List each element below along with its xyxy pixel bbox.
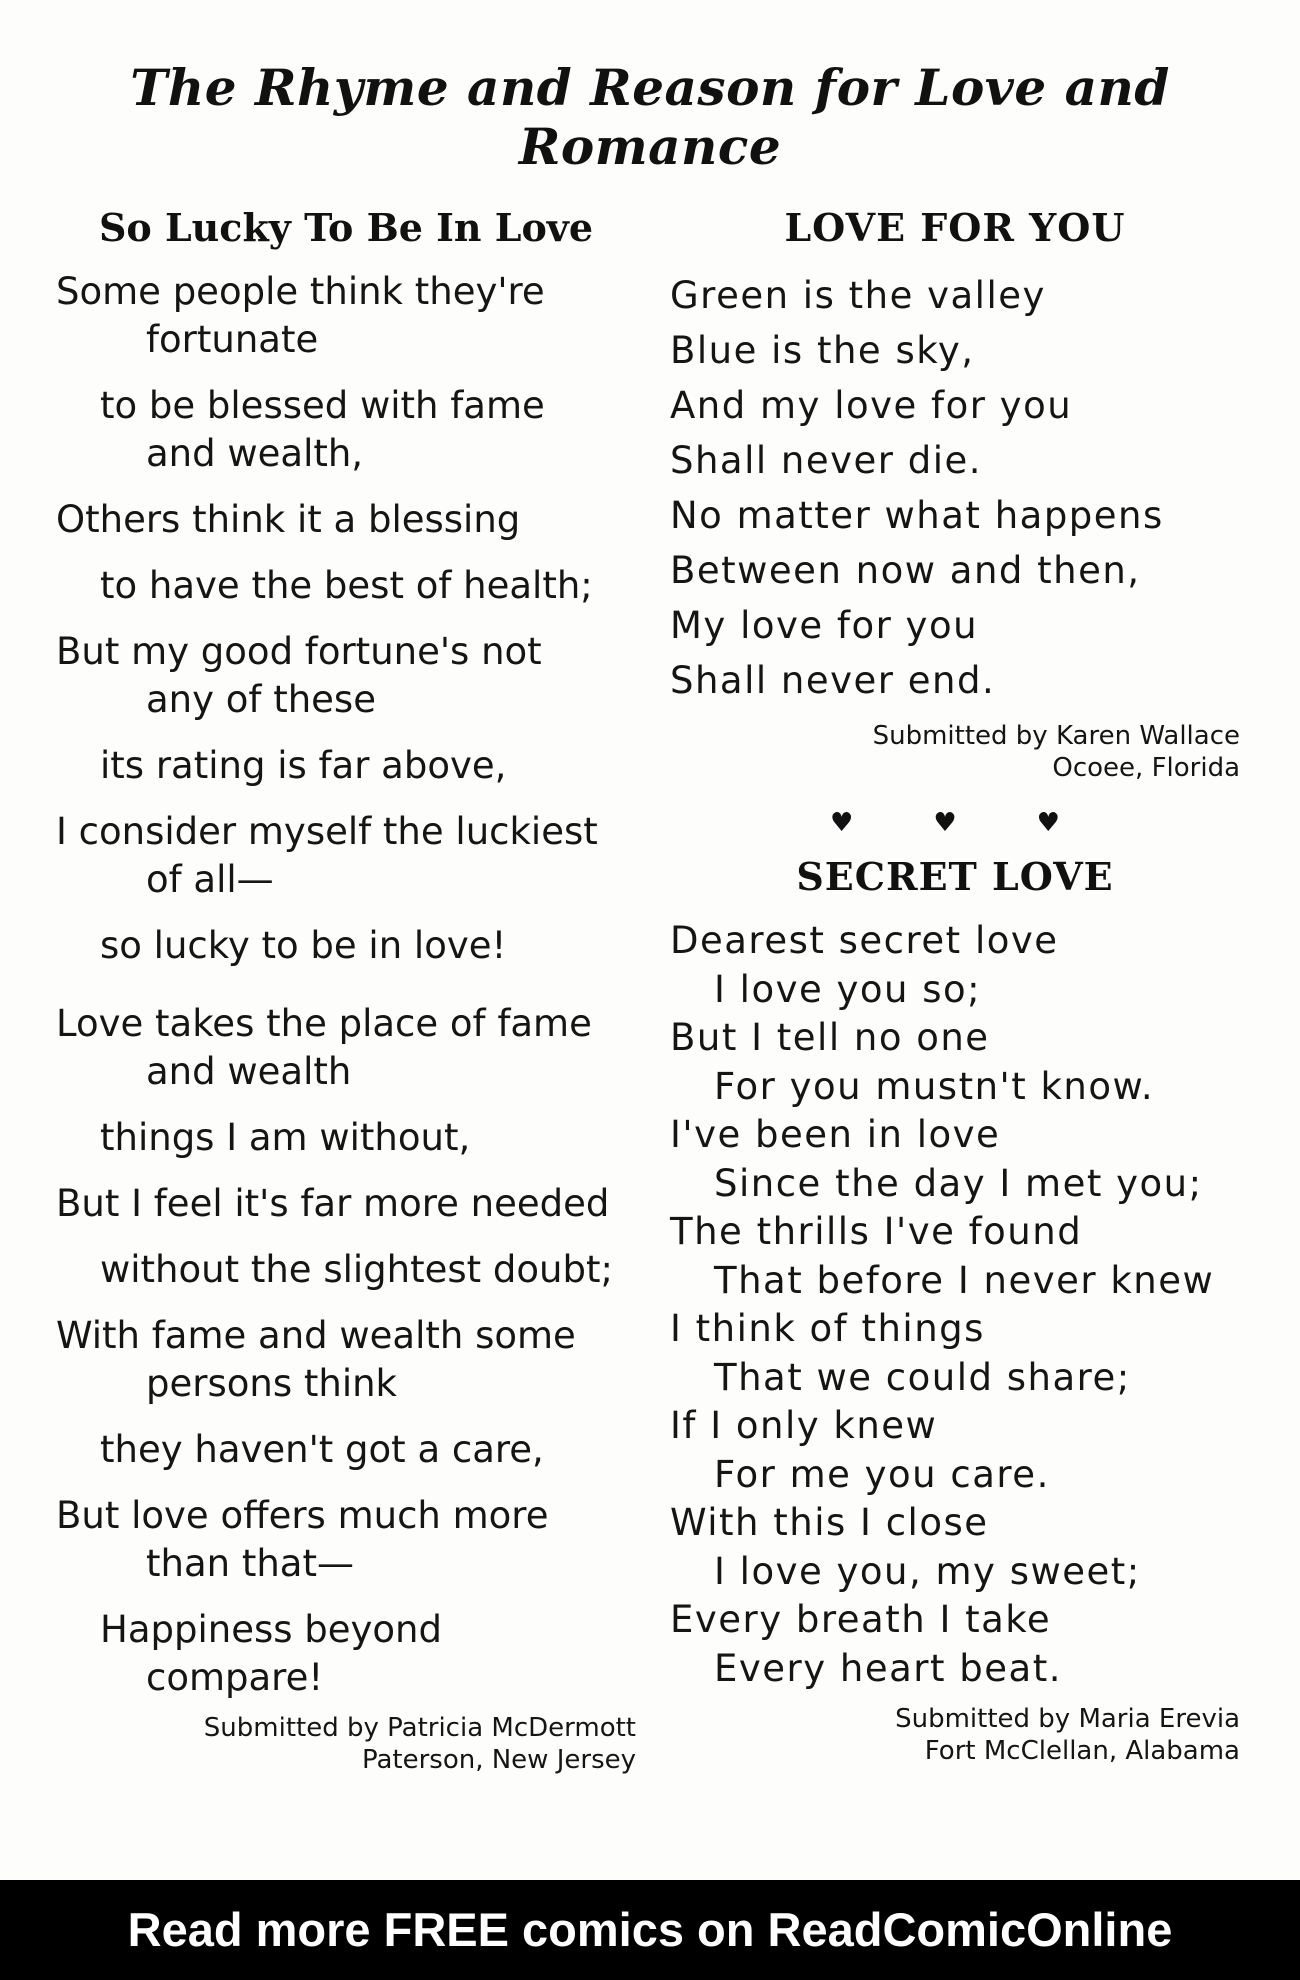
poem-line: I consider myself the luckiest of all—	[56, 810, 598, 901]
poem-line: That we could share;	[714, 1355, 1131, 1399]
poem-line: Dearest secret love	[670, 919, 1059, 962]
poem-line: so lucky to be in love!	[100, 924, 507, 967]
poem-line: And my love for you	[670, 384, 1073, 427]
poem-line: Since the day I met you;	[714, 1161, 1203, 1205]
poem-title-secret-love: SECRET LOVE	[796, 854, 1114, 899]
credit-author: Submitted by Patricia McDermott	[203, 1713, 636, 1743]
poem-line: But I tell no one	[670, 1016, 990, 1059]
poem-line: I love you so;	[714, 967, 982, 1011]
poem-line: No matter what happens	[670, 494, 1164, 537]
poem-line: Every breath I take	[670, 1598, 1052, 1641]
right-column	[670, 205, 1240, 1767]
poem-love-for-you	[670, 205, 1240, 784]
poem-line: Happiness beyond compare!	[100, 1608, 442, 1699]
poem-line: Some people think they're fortunate	[56, 270, 545, 361]
poem-line: But I feel it's far more needed	[56, 1182, 610, 1225]
poem-line: But my good fortune's not any of these	[56, 630, 542, 721]
poem-line: to have the best of health;	[100, 564, 593, 607]
poem-line: With fame and wealth some persons think	[56, 1314, 576, 1405]
credit-location: Fort McClellan, Alabama	[924, 1736, 1240, 1766]
poem-line: Every heart beat.	[714, 1646, 1062, 1690]
poem-line: Green is the valley	[670, 274, 1046, 317]
poem-line: For me you care.	[714, 1452, 1050, 1496]
credit-author: Submitted by Karen Wallace	[872, 721, 1240, 751]
page-title: The Rhyme and Reason for Love and Romance	[130, 58, 1170, 176]
poem-credit	[670, 1703, 1240, 1767]
poem-line: But love offers much more than that—	[56, 1494, 549, 1585]
poem-line: For you mustn't know.	[714, 1064, 1155, 1108]
poem-line: My love for you	[670, 604, 979, 647]
poem-title-love-for-you: LOVE FOR YOU	[784, 205, 1126, 250]
poem-line: without the slightest doubt;	[100, 1248, 613, 1291]
poem-title-so-lucky: So Lucky To Be In Love	[98, 205, 594, 250]
poem-line: Shall never end.	[670, 659, 996, 702]
poem-line: Blue is the sky,	[670, 329, 975, 372]
poem-line: they haven't got a care,	[100, 1428, 544, 1471]
poem-line: Shall never die.	[670, 439, 983, 482]
poem-so-lucky	[56, 205, 636, 1776]
poem-credit	[670, 720, 1240, 784]
poem-line: things I am without,	[100, 1116, 471, 1159]
poem-secret-love	[670, 854, 1240, 1767]
footer-banner: Read more FREE comics on ReadComicOnline	[0, 1880, 1300, 1980]
poem-line: I love you, my sweet;	[714, 1549, 1141, 1593]
credit-location: Ocoee, Florida	[1052, 753, 1240, 783]
poem-line: With this I close	[670, 1501, 989, 1544]
poem-line: Love takes the place of fame and wealth	[56, 1002, 592, 1093]
heart-divider-icon: ♥♥♥	[830, 808, 1140, 838]
poem-line: I've been in love	[670, 1113, 1001, 1156]
poem-line: Others think it a blessing	[56, 498, 521, 541]
credit-author: Submitted by Maria Erevia	[895, 1704, 1240, 1734]
credit-location: Paterson, New Jersey	[361, 1745, 636, 1775]
poem-line: If I only knew	[670, 1404, 938, 1447]
poem-line: Between now and then,	[670, 549, 1141, 592]
poem-line: to be blessed with fame and wealth,	[100, 384, 545, 475]
poem-line: I think of things	[670, 1307, 985, 1350]
poem-line: The thrills I've found	[670, 1210, 1083, 1253]
poem-line: its rating is far above,	[100, 744, 507, 787]
poem-credit	[56, 1712, 636, 1776]
poem-line: That before I never knew	[714, 1258, 1215, 1302]
